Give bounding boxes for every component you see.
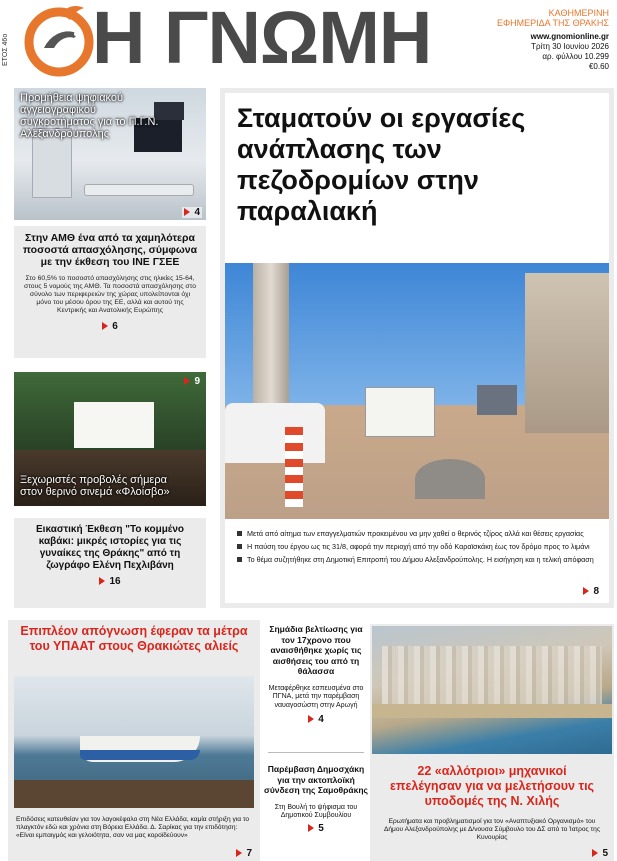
middle-story-2[interactable] [264, 760, 368, 860]
main-story[interactable] [220, 88, 614, 608]
middle1-page: 4 [264, 714, 368, 725]
main-bullet: Το θέμα συζητήθηκε στη Δημοτική Επιτροπή του Δήμου Αλεξανδρούπολης. Η εισήγηση και η τελική απόφαση [237, 555, 601, 564]
paper-type: ΚΑΘΗΜΕΡΙΝΗ [548, 8, 609, 18]
fish-story[interactable] [8, 620, 260, 861]
fish-boat-photo [14, 676, 254, 808]
side-label: ΕΤΟΣ 46ο [2, 33, 9, 66]
masthead-info [469, 8, 609, 72]
story3-title: Ξεχωριστές προβολές σήμερα στον θερινό σινεμά «Φλοίσβο» [20, 474, 170, 498]
main-headline: Σταματούν οι εργασίες ανάπλασης των πεζοδρομίων στην παραλιακή [237, 103, 526, 226]
price: €0.60 [588, 62, 609, 71]
fish-page: 7 [236, 848, 252, 859]
story4-title: Εικαστική Έκθεση "Το κομμένο καβάκι: μικρές ιστορίες για τις γυναίκες της Θράκης" από τη ζωγράφο Ελένη Πεχλιβάνη [36, 524, 184, 571]
masthead-title: Η ΓΝΩΜΗ [92, 0, 432, 79]
engineers-page: 5 [592, 848, 608, 859]
middle-story-1[interactable] [264, 620, 368, 750]
story4-page: 16 [22, 576, 198, 587]
engineers-title: 22 «αλλότριοι» μηχανικοί επελέγησαν για να μελετήσουν τις υποδομές της Ν. Χιλής [389, 764, 595, 808]
middle1-title: Σημάδια βελτίωσης για τον 17χρονο που αναισθήθηκε χωρίς τις αισθήσεις του από τη θάλασσα [269, 624, 363, 676]
story4-panel[interactable] [14, 518, 206, 608]
cinema-photo[interactable] [14, 372, 206, 506]
story3-page: 9 [184, 376, 200, 387]
angiography-photo[interactable] [14, 88, 206, 220]
paper-region: ΕΦΗΜΕΡΙΔΑ ΤΗΣ ΘΡΑΚΗΣ [496, 18, 609, 28]
story2-panel[interactable] [14, 226, 206, 358]
middle2-title: Παρέμβαση Δημοσχάκη για την ακτοπλοϊκή σύνδεση της Σαμοθράκης [264, 764, 368, 795]
main-page: 8 [583, 586, 599, 597]
middle2-body: Στη Βουλή το ψήφισμα του Δημοτικού Συμβουλίου [274, 803, 358, 819]
dove-logo-icon [22, 2, 96, 78]
main-bullets [237, 529, 601, 568]
story2-title: Στην ΑΜΘ ένα από τα χαμηλότερα ποσοστά απασχόλησης, σύμφωνα με την έκθεση του ΙΝΕ ΓΣΕΕ [22, 232, 198, 268]
divider [268, 752, 364, 753]
middle1-body: Μεταφέρθηκε εσπευσμένα στο ΠΓΝΑ, μετά την παρέμβαση ναυαγοσώστη στην Αρωγή [268, 684, 364, 709]
engineers-story[interactable] [370, 624, 614, 861]
main-photo [225, 263, 609, 519]
engineers-body: Ερωτήματα και προβληματισμοί για τον «Αναπτυξιακό Οργανισμό» του Δήμου Αλεξανδρούπολης με Δ/νουσα Σύμβουλο του ΔΣ από το Ίατρος της Κυνουρίας [383, 818, 601, 841]
middle2-page: 5 [264, 823, 368, 834]
fish-title: Επιπλέον απόγνωση έφεραν τα μέτρα του ΥΠΑΑΤ στους Θρακιώτες αλιείς [20, 624, 248, 653]
story1-page: 4 [182, 207, 202, 218]
story1-title: Προμήθεια ψηφιακού αγγειογραφικού συγκροτήματος για το Π.Γ.Ν. Αλεξανδρούπολης [20, 92, 159, 140]
aerial-town-photo [372, 626, 612, 754]
masthead [0, 0, 617, 84]
website-link[interactable]: www.gnomionline.gr [530, 32, 609, 41]
issue-date: Τρίτη 30 Ιουνίου 2026 [531, 42, 609, 51]
main-bullet: Η παύση του έργου ως τις 31/8, αφορά την περιοχή από την οδό Καραϊσκάκη έως τον δρόμο προς το λιμάνι [237, 542, 601, 551]
main-bullet: Μετά από αίτημα των επαγγελματιών προκειμένου να μην χαθεί ο θερινός τζίρος αλλά και θέσεις εργασίας [237, 529, 601, 538]
issue-number: αρ. φύλλου 10.299 [542, 52, 609, 61]
story2-page: 6 [22, 321, 198, 332]
fish-body: Επιδόσεις κατευθείαν για τον λαγοκέφαλο στη Νέα Ελλάδα, καμία στήριξη για το πλαγκτόν εδώ και χρόνια στη Βόρεια Ελλάδα. Δ. Σαρίκας για την επιδότηση: «Είναι εμπαιγμός και γελοιότητα, σαν να μας κοροϊδεύουν» [16, 816, 250, 839]
story2-body: Στο 60,5% το ποσοστό απασχόλησης στις ηλικίες 15-64, στους 5 νομούς της ΑΜΘ. Τα ποσοστά απασχόλησης στο σύνολο των περιφερειών της χώρας υπολείπονται όχι μόνο του μέσου όρου της ΕΕ, αλλά και αυτού της Κεντρικής και Ανατολικής Ευρώπης [24, 275, 196, 314]
